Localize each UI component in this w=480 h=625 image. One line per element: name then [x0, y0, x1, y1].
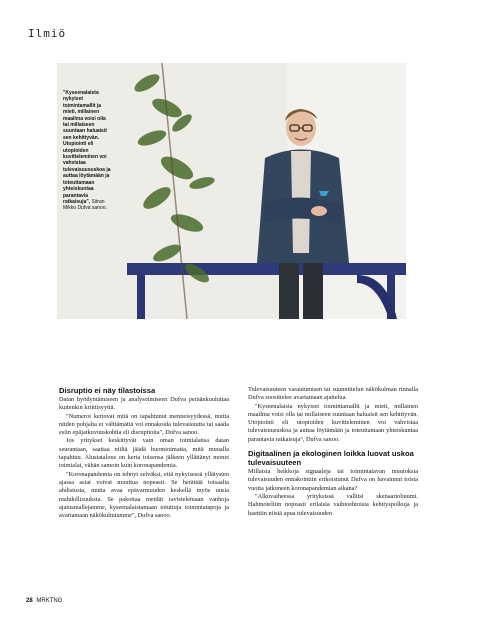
left-paragraph: "Numerot kertovat mitä on tapahtunut menneisyydessä, mutta niiden pohjalta ei välttämättä voi ennakoida tulevaisuutta tai saada esiin epäjatkuvuuskohtia eli disruptioita", Dufva sanoo.: [59, 412, 229, 437]
page-footer: [26, 598, 62, 604]
left-paragraph: "Koronapandemia on tehnyt selväksi, että nykyisessä yllätysten ajassa asiat voivat muuttua nopeasti. Se herättää toisaalta ahdistusta, mutta avaa epävarmuuden keskellä myös uusia mahdollisuuksia. Se pakottaa meidät ravistelemaan vanhoja ajatusmallejamme, kyseenalaistamaan totuttuja toimintatapoja ja avartamaan näkökulmiamme", Dufva sanoo.: [59, 470, 229, 520]
right-paragraph: Millaisia heikkoja signaaleja tai toimintatavan muutoksia tulevaisuuden ennakointiin erikoistunut Dufva on havainnut toista vuotta jatkuneen koronapandemian aikana?: [248, 468, 418, 492]
photo-caption: [63, 90, 113, 212]
left-column: [59, 386, 229, 520]
magazine-name: MRKTNG: [36, 598, 63, 604]
left-paragraph: Datan hyödyntämiseen ja analysoimiseen Dufva peräänkuuluttaa kuitenkin kriittisyyttä.: [59, 396, 229, 412]
page-number: 28: [26, 598, 33, 604]
right-heading: Digitaalinen ja ekologinen loikka luovat uskoa tulevaisuuteen: [248, 449, 414, 468]
right-paragraph: "Kyseenalaista nykyiset toimintamallit ja mieti, millainen maailma voisi olla tai millaiseen suuntaan haluaisit sen kehittyvän. Utopiointi eli utopioiden kuvitteleminen voi vahvistaa tulevaisuususkoa ja auttaa löytämään ja toteuttamaan yhteiskuntaa parantavia ratkaisuja", Dufva sanoo.: [248, 402, 418, 443]
left-heading: Disruptio ei näy tilastoissa: [59, 386, 156, 395]
left-paragraph: Jos yritykset keskittyvät vain oman toimialansa datan seurantaan, saattaa niiltä jäädä huomioimatta, mitä muualla tapahtuu. Alustatalous on kerta toisensa jälkeen yllättänyt monet toimialat, vähän samoin kuin koronapandemia.: [59, 437, 229, 470]
caption-attribution: Sitran Mikko Dufva sanoo.: [63, 198, 107, 212]
right-paragraph: Tulevaisuuteen varautumisen tai suunnittelun näkökulman rinnalla Dufva suosittelee avartamaan ajattelua.: [248, 386, 418, 402]
section-label: Ilmiö: [28, 27, 67, 40]
right-column: [248, 386, 418, 518]
right-paragraph: "Alkuvaiheessa yrityksissä vallitsi skenaariobuumi. Hahmoteltiin nopeasti erilaisia vaihtoehtoisia kehityspolkuja ja haettiin niistä apua tulevaisuuden: [248, 492, 418, 517]
caption-quote: "Kyseenalaista nykyiset toimintamallit ja mieti, millainen maailma voisi olla tai millaiseen suuntaan haluaisit sen kehittyvän. Utopiointi eli utopioiden kuvitteleminen voi vahvistaa tulevaisuususkoa ja auttaa löytämään ja toteuttamaan yhteiskuntaa parantavia ratkaisuja",: [63, 90, 111, 205]
